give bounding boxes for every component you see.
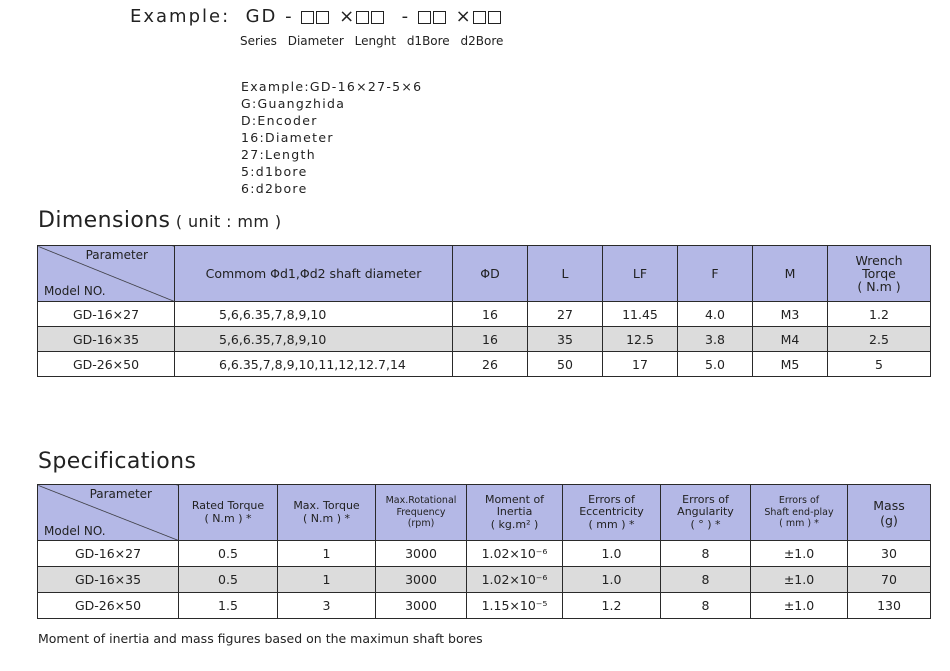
code-prefix: Example: GD -	[130, 6, 294, 27]
column-header: F	[678, 246, 753, 302]
column-header: ΦD	[453, 246, 528, 302]
table-cell: 3000	[376, 593, 467, 619]
legend-series: Series	[240, 34, 277, 48]
dimensions-table	[37, 245, 931, 377]
example-line: 16:Diameter	[241, 130, 334, 145]
column-header: Errors of Angularity ( ° ) *	[661, 485, 751, 541]
table-cell: M4	[753, 327, 828, 352]
column-header: Rated Torque ( N.m ) *	[179, 485, 278, 541]
table-cell: 26	[453, 352, 528, 377]
table-row	[38, 567, 931, 593]
table-cell: 30	[848, 541, 931, 567]
column-header: LF	[603, 246, 678, 302]
table-cell: 0.5	[179, 567, 278, 593]
table-cell: 17	[603, 352, 678, 377]
table-cell: 0.5	[179, 541, 278, 567]
example-line: 27:Length	[241, 147, 316, 162]
example-line: Example:GD-16×27-5×6	[241, 79, 423, 94]
table-cell: 3	[278, 593, 376, 619]
placeholder-box-icon	[316, 11, 329, 24]
table-cell: 12.5	[603, 327, 678, 352]
table-cell: 1.2	[563, 593, 661, 619]
table-cell: 8	[661, 593, 751, 619]
placeholder-box-icon	[418, 11, 431, 24]
dimensions-title-text: Dimensions	[38, 208, 171, 233]
table-cell: 1.2	[828, 302, 931, 327]
specifications-title: Specifications	[38, 449, 197, 474]
table-cell: M5	[753, 352, 828, 377]
column-header: Max. Torque ( N.m ) *	[278, 485, 376, 541]
dimensions-unit: ( unit : mm )	[170, 212, 282, 231]
table-cell: 1	[278, 541, 376, 567]
code-legend	[240, 34, 510, 48]
footnote: Moment of inertia and mass figures based on the maximun shaft bores	[38, 631, 483, 646]
table-cell: 50	[528, 352, 603, 377]
column-header: Mass (g)	[848, 485, 931, 541]
table-cell: 1.0	[563, 541, 661, 567]
column-header: Max.Rotational Frequency (rpm)	[376, 485, 467, 541]
table-cell: 3000	[376, 541, 467, 567]
legend-d2bore: d2Bore	[460, 34, 504, 48]
model-cell: GD-16×27	[38, 541, 179, 567]
model-code-pattern	[130, 6, 503, 27]
table-cell: M3	[753, 302, 828, 327]
corner-model: Model NO.	[44, 523, 106, 538]
placeholder-box-icon	[433, 11, 446, 24]
model-cell: GD-26×50	[38, 593, 179, 619]
table-cell: 5,6,6.35,7,8,9,10	[175, 327, 453, 352]
placeholder-box-icon	[356, 11, 369, 24]
table-cell: 5	[828, 352, 931, 377]
specifications-table	[37, 484, 931, 619]
table-row	[38, 352, 931, 377]
corner-header	[38, 246, 175, 302]
table-cell: 8	[661, 541, 751, 567]
code-cross: ×	[339, 6, 357, 27]
legend-diameter: Diameter	[287, 34, 344, 48]
column-header: Commom Φd1,Φd2 shaft diameter	[175, 246, 453, 302]
model-cell: GD-16×35	[38, 567, 179, 593]
dimensions-title	[38, 208, 281, 233]
table-row	[38, 593, 931, 619]
example-line: 6:d2bore	[241, 181, 308, 196]
table-cell: 1.5	[179, 593, 278, 619]
model-cell: GD-16×35	[38, 327, 175, 352]
column-header: Errors of Eccentricity ( mm ) *	[563, 485, 661, 541]
code-dash: -	[401, 6, 411, 27]
model-cell: GD-16×27	[38, 302, 175, 327]
example-line: D:Encoder	[241, 113, 318, 128]
placeholder-box-icon	[473, 11, 486, 24]
placeholder-box-icon	[301, 11, 314, 24]
table-cell: 6,6.35,7,8,9,10,11,12,12.7,14	[175, 352, 453, 377]
table-row	[38, 541, 931, 567]
model-cell: GD-26×50	[38, 352, 175, 377]
table-cell: 11.45	[603, 302, 678, 327]
column-header: Moment of Inertia ( kg.m² )	[467, 485, 563, 541]
table-cell: 1.02×10⁻⁶	[467, 541, 563, 567]
table-cell: ±1.0	[751, 567, 848, 593]
example-explanation	[241, 78, 422, 197]
table-header-row	[38, 246, 931, 302]
table-header-row	[38, 485, 931, 541]
table-cell: 4.0	[678, 302, 753, 327]
column-header: Wrench Torqe ( N.m )	[828, 246, 931, 302]
column-header: Errors of Shaft end-play ( mm ) *	[751, 485, 848, 541]
table-cell: ±1.0	[751, 541, 848, 567]
table-cell: 5,6,6.35,7,8,9,10	[175, 302, 453, 327]
table-cell: 1	[278, 567, 376, 593]
table-cell: 5.0	[678, 352, 753, 377]
table-cell: 35	[528, 327, 603, 352]
table-cell: 3.8	[678, 327, 753, 352]
corner-header	[38, 485, 179, 541]
table-cell: 16	[453, 302, 528, 327]
table-cell: 1.0	[563, 567, 661, 593]
table-cell: 8	[661, 567, 751, 593]
example-line: G:Guangzhida	[241, 96, 346, 111]
table-cell: ±1.0	[751, 593, 848, 619]
table-cell: 16	[453, 327, 528, 352]
table-cell: 2.5	[828, 327, 931, 352]
example-line: 5:d1bore	[241, 164, 308, 179]
table-cell: 1.15×10⁻⁵	[467, 593, 563, 619]
corner-model: Model NO.	[44, 284, 106, 298]
table-row	[38, 327, 931, 352]
code-cross: ×	[455, 6, 473, 27]
placeholder-box-icon	[488, 11, 501, 24]
table-cell: 1.02×10⁻⁶	[467, 567, 563, 593]
table-row	[38, 302, 931, 327]
placeholder-box-icon	[371, 11, 384, 24]
table-cell: 130	[848, 593, 931, 619]
column-header: M	[753, 246, 828, 302]
column-header: L	[528, 246, 603, 302]
legend-d1bore: d1Bore	[406, 34, 450, 48]
legend-length: Lenght	[354, 34, 396, 48]
table-cell: 27	[528, 302, 603, 327]
table-cell: 3000	[376, 567, 467, 593]
corner-parameter: Parameter	[89, 487, 152, 501]
corner-parameter: Parameter	[85, 248, 148, 262]
table-cell: 70	[848, 567, 931, 593]
